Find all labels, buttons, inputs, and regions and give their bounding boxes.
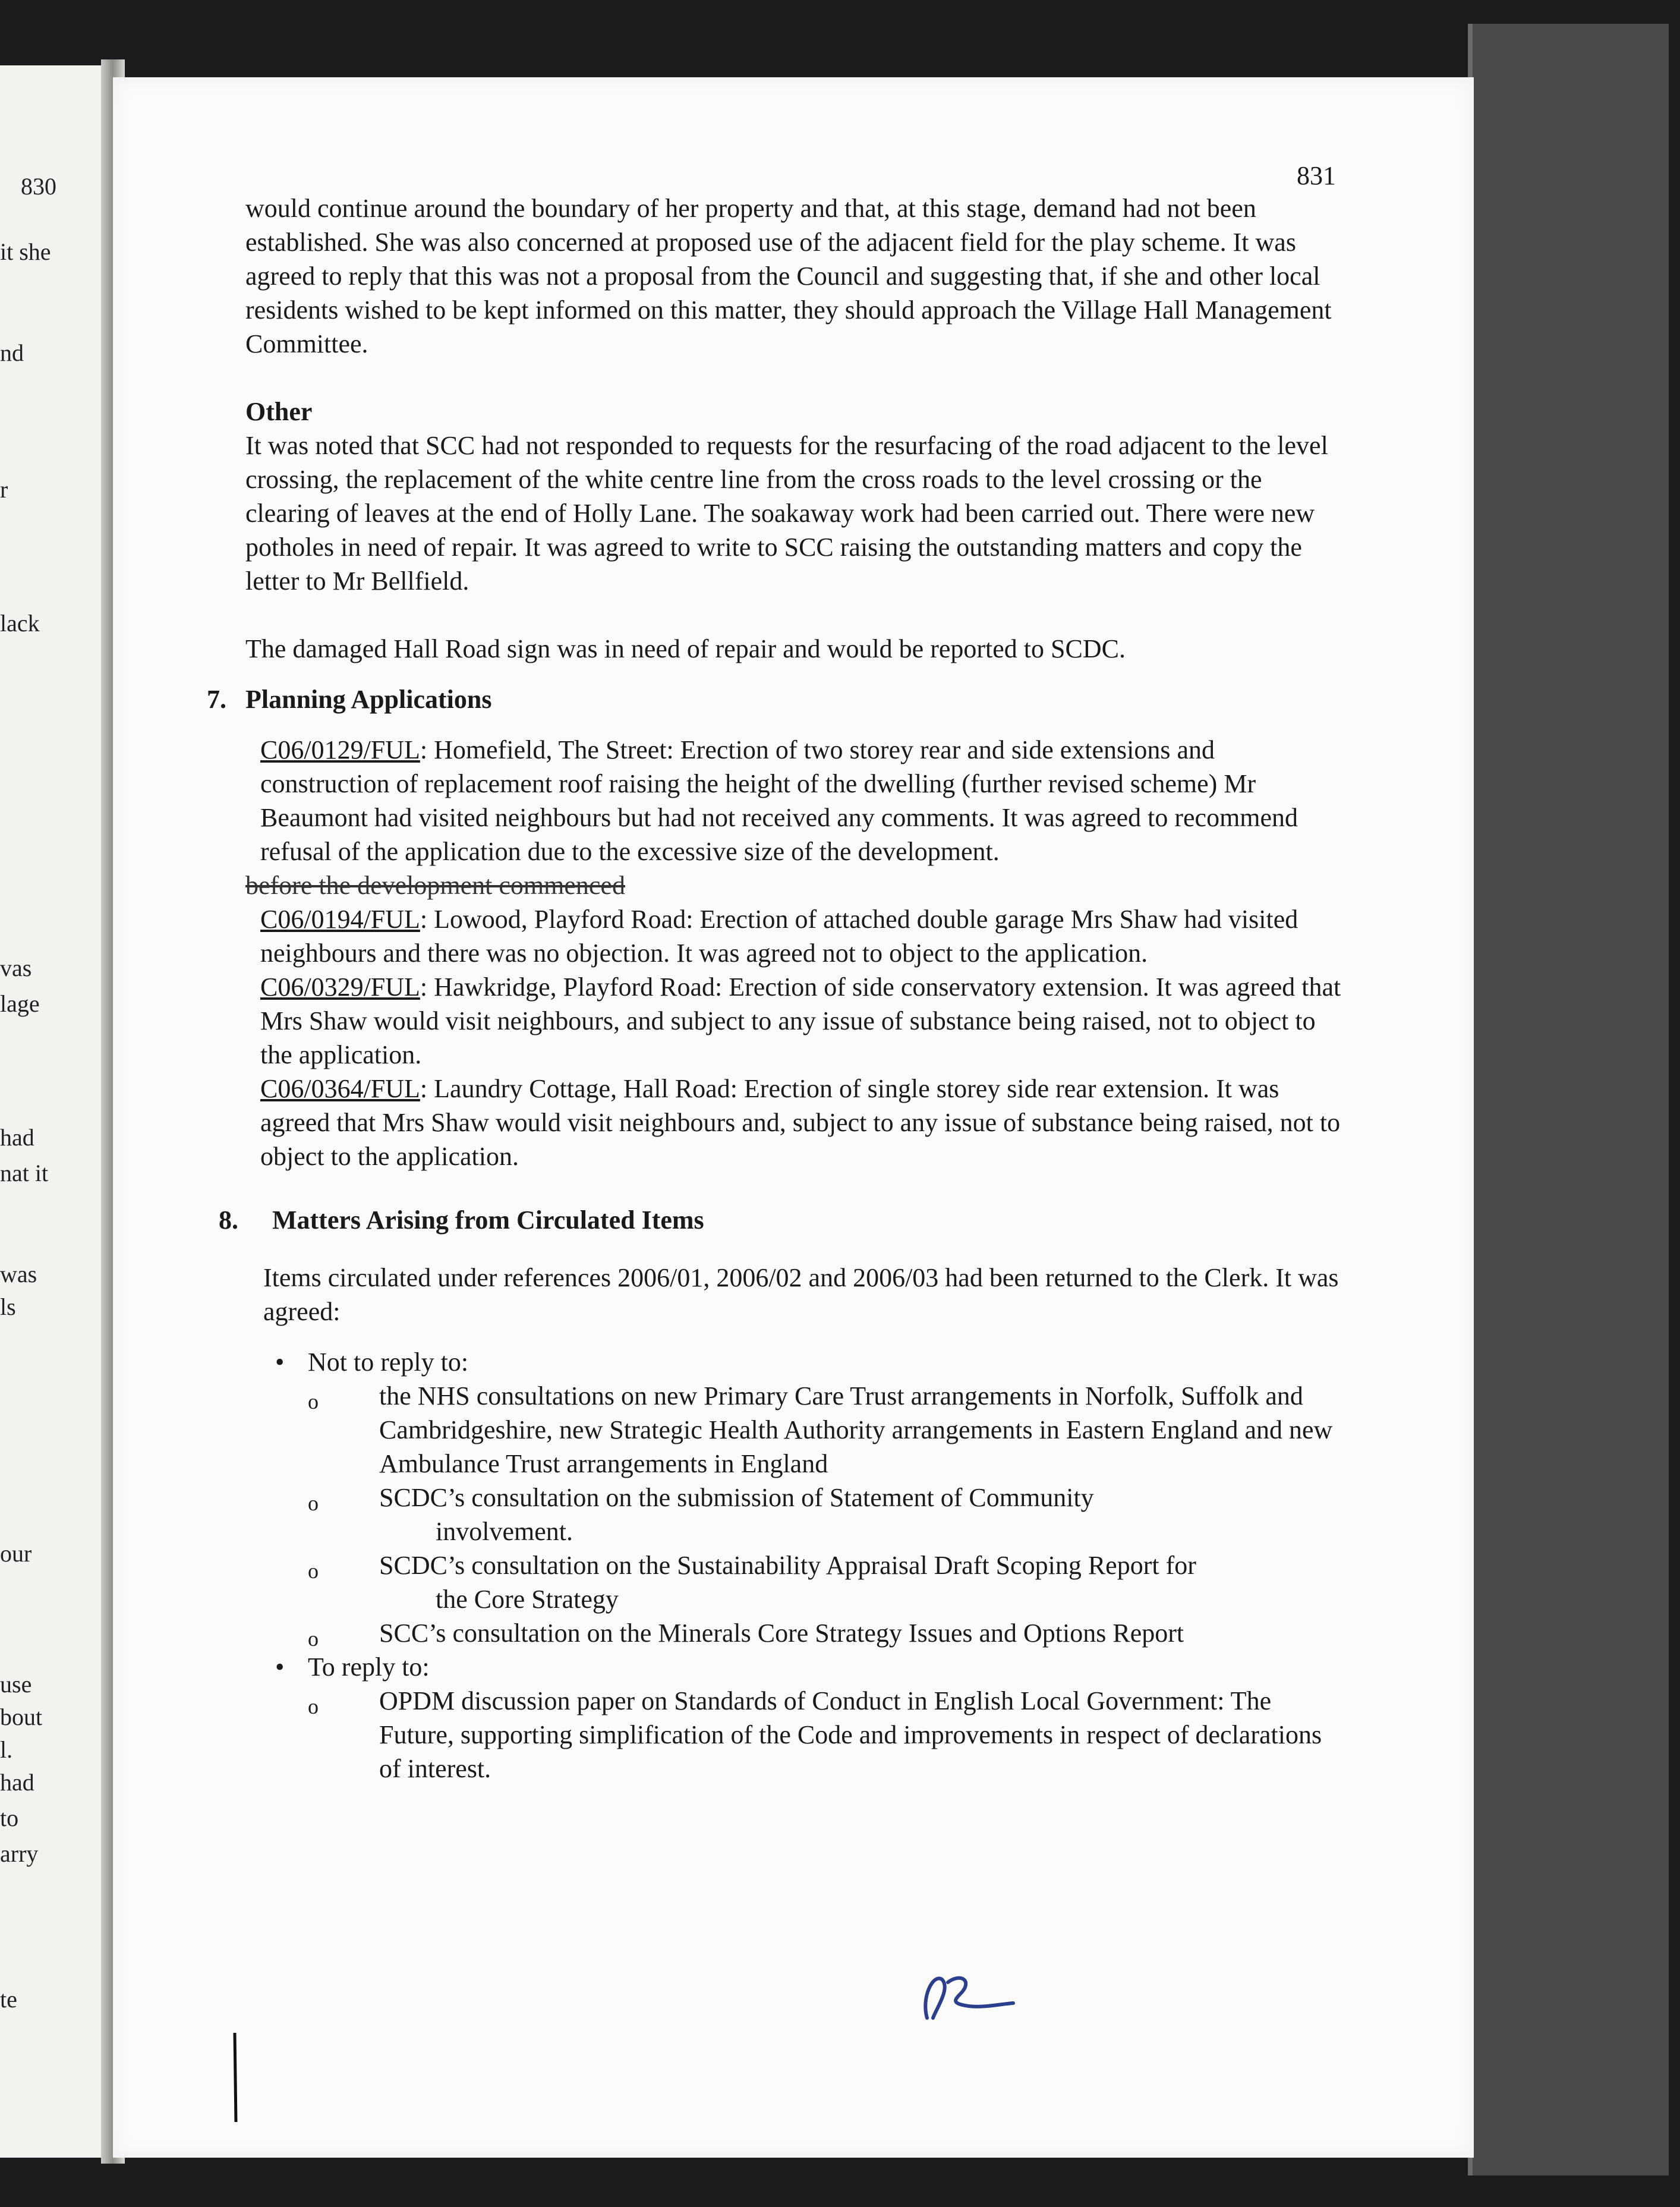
circulated-items-intro: Items circulated under references 2006/01, 2006/02 and 2006/03 had been returned to the Clerk. It was agreed: — [263, 1263, 1339, 1326]
application-details: Lowood, Playford Road: Erection of attached double garage Mrs Shaw had visited neighbours and there was no objection. It was agreed not to object to the application. — [260, 905, 1298, 968]
margin-pen-mark-icon — [229, 2033, 241, 2122]
application-entry — [260, 970, 1345, 1072]
item-text: OPDM discussion paper on Standards of Conduct in English Local Government: The Future, supporting simplification of the Code and improvements in respect of declarations of interest. — [379, 1686, 1322, 1783]
reply-items — [308, 1684, 1345, 1786]
handwritten-initials-icon — [915, 1962, 1022, 2027]
bullet-icon: • — [275, 1348, 285, 1377]
bullet-label: To reply to: — [308, 1652, 430, 1682]
application-details: Homefield, The Street: Erection of two storey rear and side extensions and construction of replacement roof raising the height of the dwelling (further revised scheme) Mr Beaumont had visited neighbours but had not received any comments. It was agreed to recommend refusal of the application due to the excessive size of the development. — [260, 735, 1298, 866]
separator: : — [420, 972, 434, 1002]
facing-fragment: arry — [0, 1840, 39, 1867]
application-reference: C06/0329/FUL — [260, 972, 420, 1002]
application-reference: C06/0194/FUL — [260, 905, 420, 934]
facing-fragment: l. — [0, 1736, 13, 1763]
facing-fragment: r — [0, 476, 8, 503]
item-continuation: involvement. — [436, 1517, 573, 1546]
circle-bullet-icon: o — [308, 1559, 319, 1583]
struck-through-text: before the development commenced — [245, 871, 625, 900]
facing-fragment: lack — [0, 610, 40, 637]
intro-paragraph: would continue around the boundary of her property and that, at this stage, demand had not been established. She was also concerned at proposed use of the adjacent field for the play scheme. It was agreed to reply that this was not a proposal from the Council and suggesting that, if she and other local residents wished to be kept informed on this matter, they should approach the Village Hall Management Committee. — [245, 194, 1332, 358]
not-reply-items — [308, 1379, 1345, 1650]
facing-fragment: nd — [0, 339, 24, 366]
section-title: Planning Applications — [245, 685, 492, 714]
item-continuation: the Core Strategy — [436, 1585, 619, 1614]
section-number: 7. — [207, 685, 226, 714]
facing-fragment: had — [0, 1124, 34, 1151]
application-reference: C06/0129/FUL — [260, 735, 420, 764]
separator: : — [420, 905, 434, 934]
circle-bullet-icon: o — [308, 1627, 319, 1651]
facing-fragment: was — [0, 1261, 37, 1287]
facing-fragment: ls — [0, 1293, 16, 1320]
bullet-icon: • — [275, 1652, 285, 1682]
application-details: Laundry Cottage, Hall Road: Erection of single storey side rear extension. It was agreed that Mrs Shaw would visit neighbours and, subject to any issue of substance being raised, not to object to the application. — [260, 1074, 1341, 1171]
section-7-heading — [207, 682, 1345, 716]
separator: : — [420, 735, 434, 764]
item-text: the NHS consultations on new Primary Care Trust arrangements in Norfolk, Suffolk and Cambridgeshire, new Strategic Health Authority arrangements in Eastern England and new Ambulance Trust arrangements in England — [379, 1381, 1333, 1478]
circle-bullet-icon: o — [308, 1390, 319, 1413]
reply-bullet — [275, 1650, 1345, 1786]
facing-fragment: vas — [0, 955, 32, 981]
agreed-actions-list — [245, 1345, 1345, 1786]
facing-fragment: our — [0, 1540, 32, 1567]
facing-fragment: to — [0, 1805, 19, 1831]
application-reference: C06/0364/FUL — [260, 1074, 420, 1103]
circle-bullet-icon: o — [308, 1695, 319, 1718]
section-8-heading — [219, 1203, 1345, 1237]
circle-bullet-icon: o — [308, 1491, 319, 1515]
application-entry — [260, 902, 1345, 970]
binder-cover — [1468, 24, 1669, 2175]
facing-fragment: had — [0, 1769, 34, 1796]
facing-fragment: nat it — [0, 1160, 49, 1186]
item-text: SCDC’s consultation on the submission of Statement of Community — [379, 1483, 1094, 1512]
section-title: Matters Arising from Circulated Items — [272, 1205, 704, 1235]
facing-fragment: bout — [0, 1704, 43, 1730]
application-details: Hawkridge, Playford Road: Erection of side conservatory extension. It was agreed that Mrs Shaw would visit neighbours, and subject to any issue of substance being raised, not to object to the application. — [260, 972, 1341, 1069]
bullet-label: Not to reply to: — [308, 1348, 469, 1377]
consultation-item — [308, 1616, 1345, 1650]
facing-fragment: lage — [0, 990, 40, 1017]
facing-page-number: 830 — [21, 173, 56, 200]
item-text: SCC’s consultation on the Minerals Core Strategy Issues and Options Report — [379, 1619, 1184, 1648]
consultation-item — [308, 1684, 1345, 1786]
section-number: 8. — [219, 1205, 238, 1235]
separator: : — [420, 1074, 434, 1103]
item-text: SCDC’s consultation on the Sustainability Appraisal Draft Scoping Report for — [379, 1551, 1196, 1580]
facing-fragment: te — [0, 1986, 17, 2013]
consultation-item — [308, 1548, 1345, 1616]
not-reply-bullet — [275, 1345, 1345, 1650]
application-entry — [260, 733, 1345, 868]
page-number: 831 — [1297, 161, 1336, 190]
facing-fragment: use — [0, 1671, 32, 1698]
other-paragraph: It was noted that SCC had not responded to requests for the resurfacing of the road adjacent to the level crossing, the replacement of the white centre line from the cross roads to the level crossing or the clearing of leaves at the end of Holly Lane. The soakaway work had been carried out. There were new potholes in need of repair. It was agreed to write to SCC raising the outstanding matters and copy the letter to Mr Bellfield. — [245, 431, 1328, 596]
minutes-content — [207, 191, 1345, 1786]
facing-page-830 — [0, 65, 113, 2158]
consultation-item — [308, 1481, 1345, 1548]
other-heading: Other — [245, 397, 313, 426]
application-entry — [260, 1072, 1345, 1173]
consultation-item — [308, 1379, 1345, 1481]
planning-applications — [245, 733, 1345, 1173]
facing-fragment: it she — [0, 238, 51, 265]
hall-road-sign-paragraph: The damaged Hall Road sign was in need of repair and would be reported to SCDC. — [245, 634, 1126, 663]
